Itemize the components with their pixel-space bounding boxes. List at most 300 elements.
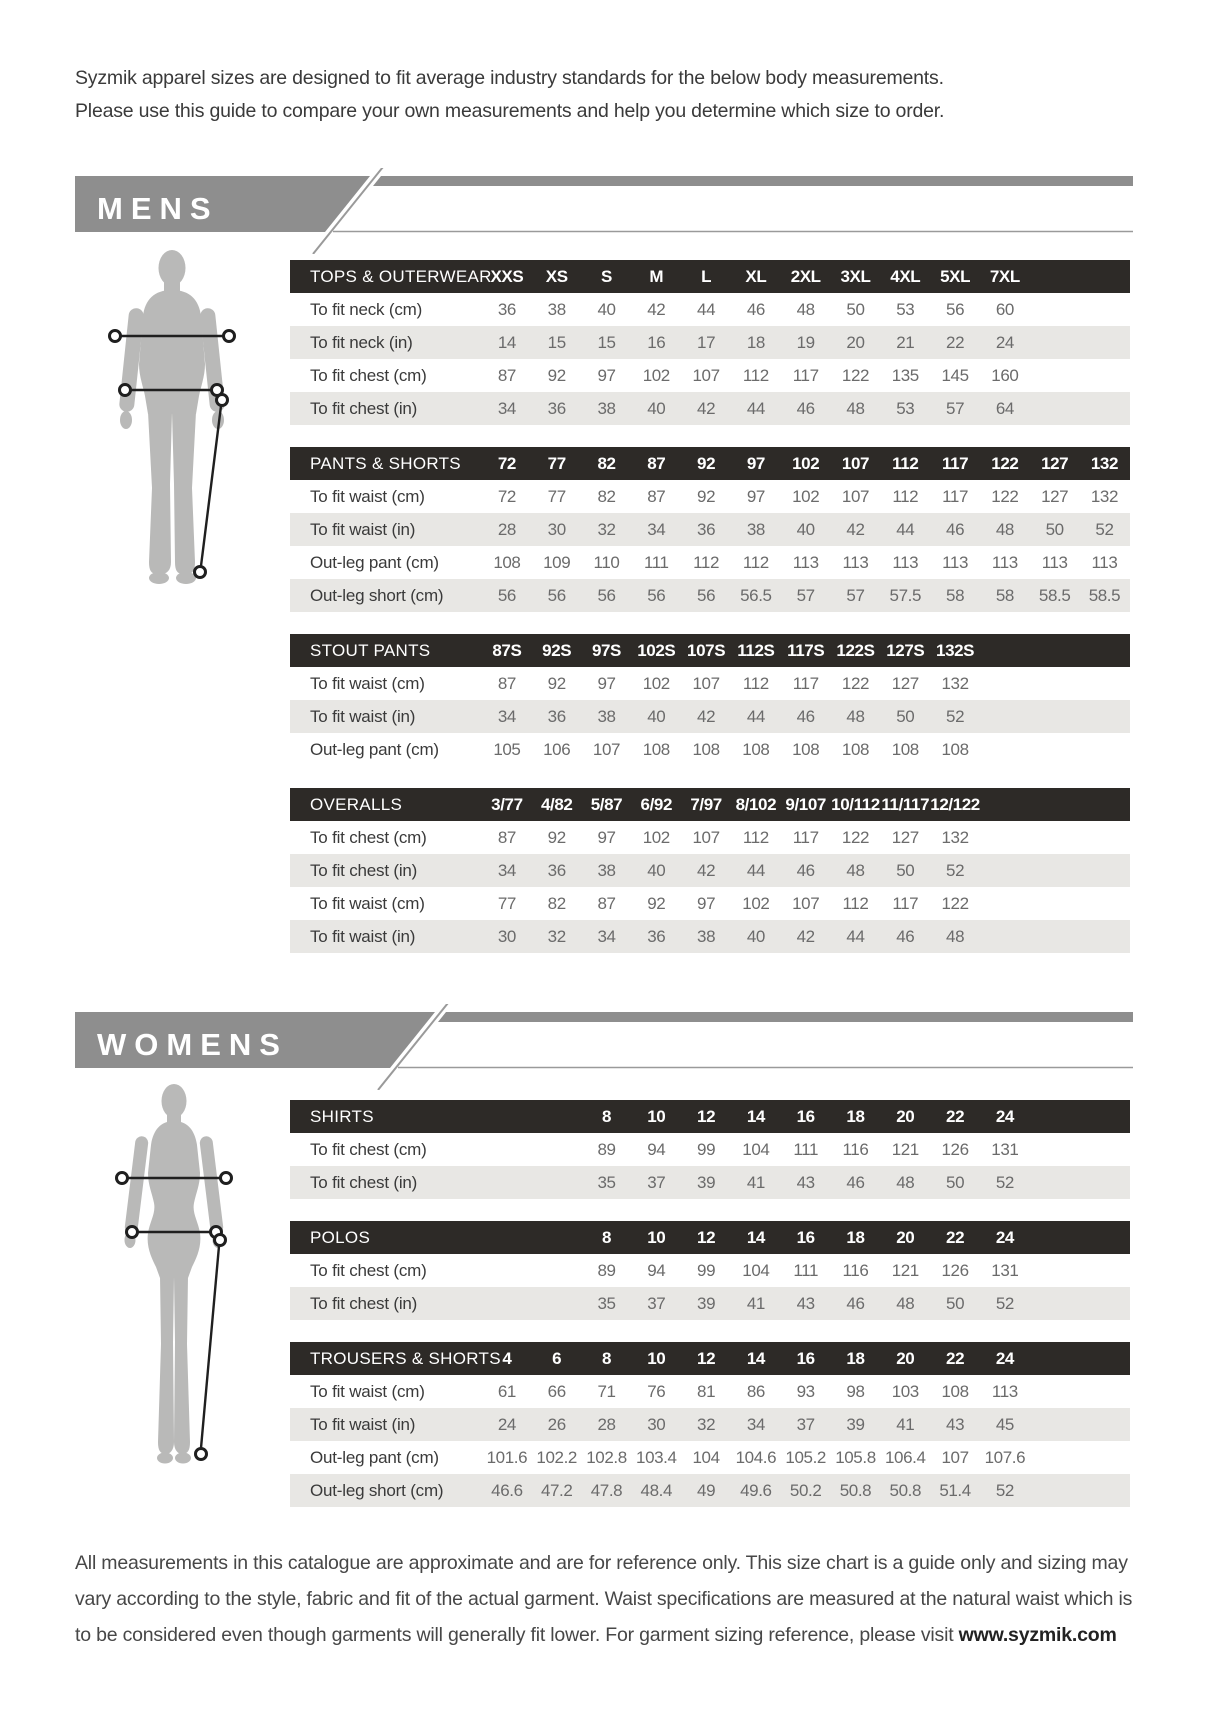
size-column-label: 12 <box>697 1348 716 1368</box>
measurement-value: 135 <box>891 365 919 385</box>
size-column-label: 18 <box>846 1106 865 1126</box>
measurement-value: 56 <box>946 299 965 319</box>
measurement-value: 30 <box>547 519 566 539</box>
measurement-value: 87 <box>497 827 516 847</box>
size-column-label: 8 <box>601 1227 612 1247</box>
female-body-shape <box>124 1084 224 1464</box>
table-row <box>290 392 1130 425</box>
measurement-value: 57 <box>846 585 865 605</box>
size-column-label: 127S <box>886 640 925 660</box>
measurement-value: 42 <box>697 706 716 726</box>
measurement-value: 38 <box>697 926 716 946</box>
measurement-value: 37 <box>647 1172 666 1192</box>
measurement-value: 34 <box>497 398 516 418</box>
measurement-value: 48 <box>796 299 815 319</box>
table-row <box>290 1408 1130 1441</box>
size-column-label: 14 <box>746 1106 765 1126</box>
measurement-value: 103 <box>891 1381 919 1401</box>
measurement-value: 40 <box>647 706 666 726</box>
measurement-value: 44 <box>746 860 765 880</box>
table-row <box>290 546 1130 579</box>
size-column-label: 20 <box>896 1227 915 1247</box>
size-column-label: 8 <box>601 1348 612 1368</box>
measurement-value: 99 <box>697 1139 716 1159</box>
measurement-value: 132 <box>1090 486 1119 506</box>
size-table-stout-pants <box>290 634 1130 766</box>
size-column-label: 18 <box>846 1227 865 1247</box>
table-row <box>290 1254 1130 1287</box>
row-label: Out-leg pant (cm) <box>310 739 439 759</box>
measurement-value: 43 <box>946 1414 965 1434</box>
measurement-value: 107.6 <box>984 1447 1026 1467</box>
measurement-value: 53 <box>896 398 915 418</box>
measurement-value: 131 <box>991 1260 1019 1280</box>
measurement-value: 50 <box>896 706 915 726</box>
measurement-value: 40 <box>647 860 666 880</box>
measurement-value: 32 <box>697 1414 716 1434</box>
measurement-value: 108 <box>841 739 870 759</box>
measurement-value: 40 <box>647 398 666 418</box>
size-column-label: 14 <box>746 1348 765 1368</box>
measurement-value: 116 <box>842 1260 869 1280</box>
size-column-label: 3/77 <box>491 794 523 814</box>
measurement-value: 107 <box>692 365 720 385</box>
measurement-value: 126 <box>941 1139 969 1159</box>
measurement-value: 102 <box>642 673 670 693</box>
measurement-value: 16 <box>647 332 666 352</box>
measurement-value: 81 <box>697 1381 716 1401</box>
measurement-value: 36 <box>647 926 666 946</box>
measurement-value: 49.6 <box>740 1480 772 1500</box>
measurement-value: 112 <box>742 365 769 385</box>
size-column-label: 4/82 <box>540 794 573 814</box>
measurement-value: 20 <box>846 332 865 352</box>
mens-section-banner <box>75 168 1135 254</box>
row-label: To fit chest (in) <box>310 860 418 880</box>
measurement-value: 82 <box>547 893 566 913</box>
row-label: To fit waist (cm) <box>310 486 425 506</box>
measurement-value: 107 <box>692 827 720 847</box>
measurement-value: 44 <box>896 519 915 539</box>
size-column-label: 22 <box>946 1106 965 1126</box>
size-column-label: 132 <box>1090 453 1119 473</box>
measurement-value: 34 <box>597 926 616 946</box>
size-column-label: 8/102 <box>735 794 777 814</box>
measurement-value: 97 <box>597 673 616 693</box>
size-column-label: 117S <box>787 640 825 660</box>
measurement-value: 49 <box>697 1480 716 1500</box>
measurement-value: 48 <box>846 398 865 418</box>
measurement-value: 42 <box>796 926 815 946</box>
size-column-label: 7/97 <box>690 794 722 814</box>
measurement-value: 47.8 <box>590 1480 623 1500</box>
table-row <box>290 579 1130 612</box>
measurement-value: 56 <box>547 585 566 605</box>
row-label: To fit waist (in) <box>310 519 416 539</box>
table-row <box>290 1375 1130 1408</box>
size-column-label: 4 <box>502 1348 512 1368</box>
measurement-value: 97 <box>597 827 616 847</box>
table-header-row <box>290 447 1130 480</box>
size-column-label: 12 <box>697 1227 716 1247</box>
measurement-value: 41 <box>746 1293 765 1313</box>
size-column-label: 2XL <box>790 266 821 286</box>
measurement-value: 122 <box>841 673 870 693</box>
measurement-value: 48 <box>946 926 965 946</box>
measurement-value: 52 <box>946 706 965 726</box>
measurement-value: 57 <box>946 398 965 418</box>
measurement-value: 107 <box>792 893 820 913</box>
measurement-value: 50 <box>1045 519 1064 539</box>
table-row <box>290 480 1130 513</box>
row-label: To fit waist (in) <box>310 926 416 946</box>
measurement-value: 122 <box>841 827 870 847</box>
measurement-value: 92 <box>547 365 566 385</box>
measurement-value: 40 <box>746 926 765 946</box>
measurement-value: 52 <box>995 1293 1014 1313</box>
measurement-value: 77 <box>497 893 516 913</box>
measurement-value: 92 <box>547 827 566 847</box>
measurement-value: 112 <box>742 827 769 847</box>
measurement-value: 39 <box>846 1414 865 1434</box>
measurement-value: 58.5 <box>1088 585 1121 605</box>
male-body-shape <box>119 250 226 584</box>
measurement-value: 103.4 <box>636 1447 677 1467</box>
measurement-value: 58.5 <box>1038 585 1071 605</box>
measurement-value: 89 <box>597 1260 616 1280</box>
measurement-value: 43 <box>796 1293 815 1313</box>
measurement-value: 36 <box>547 860 566 880</box>
measurement-value: 43 <box>796 1172 815 1192</box>
size-column-label: M <box>649 266 664 286</box>
row-label: Out-leg pant (cm) <box>310 1447 439 1467</box>
table-title: POLOS <box>310 1227 371 1247</box>
measurement-value: 38 <box>746 519 765 539</box>
table-header-row <box>290 260 1130 293</box>
measurement-value: 24 <box>497 1414 516 1434</box>
measurement-value: 102 <box>742 893 770 913</box>
measurement-value: 89 <box>597 1139 616 1159</box>
measurement-value: 44 <box>746 398 765 418</box>
footer-text: All measurements in this catalogue are approximate and are for reference only. This size chart is a guide only and sizing may vary according to the style, fabric and fit of the actual garment. Waist specifications are measured at the natural waist which is to be considered even though garments will generally fit lower. For garment sizing reference, please visit <box>75 1552 1133 1646</box>
row-label: To fit chest (cm) <box>310 365 427 385</box>
size-column-label: 107S <box>687 640 726 660</box>
measurement-value: 101.6 <box>486 1447 528 1467</box>
measurement-value: 53 <box>896 299 915 319</box>
measurement-value: 109 <box>543 552 571 572</box>
measurement-value: 34 <box>497 706 516 726</box>
measurement-value: 56 <box>697 585 716 605</box>
row-label: To fit waist (cm) <box>310 1381 425 1401</box>
measurement-value: 42 <box>697 860 716 880</box>
measurement-value: 58 <box>995 585 1014 605</box>
row-label: To fit chest (in) <box>310 1172 418 1192</box>
measurement-value: 38 <box>597 706 616 726</box>
size-column-label: 22 <box>946 1348 965 1368</box>
table-row <box>290 733 1130 766</box>
measurement-value: 15 <box>597 332 616 352</box>
mens-section-title: MENS <box>97 191 219 226</box>
measurement-value: 18 <box>746 332 765 352</box>
row-label: To fit neck (in) <box>310 332 413 352</box>
measurement-value: 41 <box>746 1172 765 1192</box>
measurement-value: 104 <box>742 1139 770 1159</box>
measurement-value: 113 <box>991 1381 1018 1401</box>
measurement-value: 82 <box>597 486 616 506</box>
table-header-row <box>290 1221 1130 1254</box>
measurement-value: 122 <box>991 486 1019 506</box>
measurement-value: 48.4 <box>640 1480 673 1500</box>
measurement-value: 108 <box>792 739 820 759</box>
womens-section-banner <box>75 1004 1135 1090</box>
size-column-label: 24 <box>995 1348 1014 1368</box>
measurement-value: 46 <box>796 706 815 726</box>
measurement-value: 36 <box>697 519 716 539</box>
measurement-value: 48 <box>846 860 865 880</box>
table-title: STOUT PANTS <box>310 640 431 660</box>
size-column-label: 10 <box>647 1348 666 1368</box>
measurement-value: 30 <box>497 926 516 946</box>
row-label: To fit waist (cm) <box>310 673 425 693</box>
table-title: TROUSERS & SHORTS <box>310 1348 501 1368</box>
measurement-value: 112 <box>742 673 769 693</box>
measurement-value: 97 <box>697 893 716 913</box>
outleg-measurement-line <box>196 1235 226 1460</box>
table-title: TOPS & OUTERWEAR <box>310 266 492 286</box>
measurement-value: 94 <box>647 1139 666 1159</box>
measurement-value: 105.8 <box>835 1447 876 1467</box>
table-header-row <box>290 788 1130 821</box>
measurement-value: 113 <box>842 552 869 572</box>
measurement-value: 42 <box>846 519 865 539</box>
measurement-value: 121 <box>891 1260 919 1280</box>
measurement-value: 86 <box>746 1381 765 1401</box>
measurement-value: 87 <box>497 673 516 693</box>
measurement-value: 22 <box>946 332 965 352</box>
measurement-value: 122 <box>841 365 870 385</box>
measurement-value: 131 <box>991 1139 1019 1159</box>
size-column-label: 72 <box>497 453 516 473</box>
measurement-value: 113 <box>942 552 969 572</box>
measurement-value: 122 <box>941 893 969 913</box>
measurement-value: 24 <box>995 332 1014 352</box>
size-column-label: 16 <box>796 1227 815 1247</box>
table-row <box>290 326 1130 359</box>
measurement-value: 56 <box>497 585 516 605</box>
size-column-label: XXS <box>490 266 524 286</box>
measurement-value: 102.8 <box>586 1447 627 1467</box>
measurement-value: 28 <box>497 519 516 539</box>
size-column-label: 10 <box>647 1106 666 1126</box>
measurement-value: 132 <box>941 673 969 693</box>
measurement-value: 38 <box>547 299 566 319</box>
measurement-value: 76 <box>647 1381 666 1401</box>
measurement-value: 102 <box>642 365 670 385</box>
table-row <box>290 1287 1130 1320</box>
measurement-value: 60 <box>995 299 1014 319</box>
size-column-label: 112S <box>737 640 775 660</box>
measurement-value: 117 <box>942 486 969 506</box>
measurement-value: 111 <box>793 1260 818 1280</box>
womens-tables <box>290 1100 1130 1529</box>
size-column-label: 127 <box>1041 453 1069 473</box>
measurement-value: 107 <box>941 1447 969 1467</box>
size-column-label: 24 <box>995 1227 1014 1247</box>
measurement-value: 39 <box>697 1172 716 1192</box>
row-label: To fit chest (cm) <box>310 1260 427 1280</box>
intro-text <box>75 62 1075 128</box>
measurement-value: 108 <box>941 1381 969 1401</box>
intro-line-1: Syzmik apparel sizes are designed to fit average industry standards for the below body measurements. <box>75 67 944 89</box>
size-column-label: 97 <box>746 453 765 473</box>
size-column-label: XL <box>745 266 767 286</box>
size-column-label: 112 <box>892 453 919 473</box>
measurement-value: 44 <box>746 706 765 726</box>
banner-top-bar <box>438 1012 1133 1022</box>
measurement-value: 39 <box>697 1293 716 1313</box>
measurement-value: 50 <box>846 299 865 319</box>
size-column-label: L <box>701 266 712 286</box>
measurement-value: 72 <box>497 486 516 506</box>
syzmik-website-link[interactable]: www.syzmik.com <box>958 1624 1117 1646</box>
measurement-value: 113 <box>1041 552 1068 572</box>
measurement-value: 36 <box>547 706 566 726</box>
size-table-tops-outerwear <box>290 260 1130 425</box>
size-column-label: 20 <box>896 1106 915 1126</box>
measurement-value: 126 <box>941 1260 969 1280</box>
size-column-label: 14 <box>746 1227 765 1247</box>
womens-banner-graphic <box>75 1004 1135 1090</box>
measurement-value: 107 <box>692 673 720 693</box>
measurement-value: 121 <box>891 1139 919 1159</box>
measurement-value: 35 <box>597 1172 616 1192</box>
table-row <box>290 359 1130 392</box>
measurement-value: 46.6 <box>491 1480 523 1500</box>
measurement-value: 46 <box>746 299 765 319</box>
measurement-value: 36 <box>497 299 516 319</box>
banner-top-bar <box>373 176 1133 186</box>
size-column-label: 5XL <box>940 266 971 286</box>
measurement-value: 108 <box>742 739 770 759</box>
womens-section-title: WOMENS <box>97 1027 288 1062</box>
table-row <box>290 887 1130 920</box>
measurement-value: 106 <box>543 739 571 759</box>
measurement-value: 108 <box>891 739 919 759</box>
measurement-value: 51.4 <box>939 1480 971 1500</box>
measurement-value: 104 <box>692 1447 720 1467</box>
row-label: Out-leg short (cm) <box>310 585 444 605</box>
measurement-value: 112 <box>892 486 919 506</box>
table-row <box>290 1133 1130 1166</box>
measurement-value: 104 <box>742 1260 770 1280</box>
measurement-value: 46 <box>796 860 815 880</box>
size-column-label: 12 <box>697 1106 716 1126</box>
measurement-value: 37 <box>796 1414 815 1434</box>
measurement-value: 98 <box>846 1381 865 1401</box>
size-column-label: 3XL <box>840 266 871 286</box>
measurement-value: 112 <box>693 552 720 572</box>
measurement-value: 47.2 <box>540 1480 573 1500</box>
size-column-label: 4XL <box>890 266 921 286</box>
measurement-value: 50 <box>896 860 915 880</box>
measurement-value: 102 <box>642 827 670 847</box>
size-column-label: 24 <box>995 1106 1014 1126</box>
measurement-value: 48 <box>896 1293 915 1313</box>
measurement-value: 57 <box>796 585 815 605</box>
size-column-label: 122 <box>991 453 1019 473</box>
table-row <box>290 1166 1130 1199</box>
table-row <box>290 293 1130 326</box>
table-row <box>290 821 1130 854</box>
measurement-value: 94 <box>647 1260 666 1280</box>
measurement-value: 66 <box>547 1381 566 1401</box>
row-label: To fit chest (cm) <box>310 1139 427 1159</box>
measurement-value: 102.2 <box>536 1447 577 1467</box>
size-table-overalls <box>290 788 1130 953</box>
measurement-value: 50.8 <box>839 1480 872 1500</box>
measurement-value: 36 <box>547 398 566 418</box>
measurement-value: 30 <box>647 1414 666 1434</box>
row-label: To fit waist (in) <box>310 1414 416 1434</box>
measurement-value: 160 <box>991 365 1019 385</box>
measurement-value: 61 <box>497 1381 516 1401</box>
measurement-value: 117 <box>792 365 819 385</box>
size-column-label: 18 <box>846 1348 865 1368</box>
table-row <box>290 1474 1130 1507</box>
measurement-value: 50.8 <box>889 1480 922 1500</box>
male-silhouette <box>100 248 250 588</box>
measurement-value: 44 <box>697 299 716 319</box>
table-row <box>290 667 1130 700</box>
measurement-value: 105.2 <box>785 1447 826 1467</box>
measurement-value: 56.5 <box>740 585 772 605</box>
intro-line-2: Please use this guide to compare your own measurements and help you determine which size to order. <box>75 100 945 122</box>
mens-body-figure <box>100 248 250 593</box>
measurement-value: 34 <box>746 1414 765 1434</box>
measurement-value: 113 <box>792 552 819 572</box>
measurement-value: 113 <box>892 552 919 572</box>
table-title: OVERALLS <box>310 794 403 814</box>
measurement-value: 42 <box>647 299 666 319</box>
size-column-label: 10 <box>647 1227 666 1247</box>
size-column-label: 122S <box>836 640 875 660</box>
size-column-label: 6/92 <box>640 794 673 814</box>
measurement-value: 97 <box>746 486 765 506</box>
size-column-label: 92S <box>542 640 572 660</box>
size-column-label: 20 <box>896 1348 915 1368</box>
measurement-value: 105 <box>493 739 521 759</box>
size-column-label: 22 <box>946 1227 965 1247</box>
measurement-value: 26 <box>547 1414 566 1434</box>
measurement-value: 44 <box>846 926 865 946</box>
measurement-value: 14 <box>497 332 516 352</box>
measurement-value: 57.5 <box>889 585 922 605</box>
footer-disclaimer <box>75 1545 1147 1653</box>
measurement-value: 112 <box>842 893 869 913</box>
measurement-value: 40 <box>597 299 616 319</box>
measurement-value: 93 <box>796 1381 815 1401</box>
measurement-value: 107 <box>841 486 870 506</box>
measurement-value: 52 <box>946 860 965 880</box>
mens-banner-graphic <box>75 168 1135 254</box>
measurement-value: 113 <box>1091 552 1118 572</box>
table-row <box>290 513 1130 546</box>
size-column-label: 16 <box>796 1106 815 1126</box>
table-header-row <box>290 1342 1130 1375</box>
size-column-label: 132S <box>936 640 975 660</box>
measurement-value: 48 <box>846 706 865 726</box>
row-label: To fit neck (cm) <box>310 299 423 319</box>
